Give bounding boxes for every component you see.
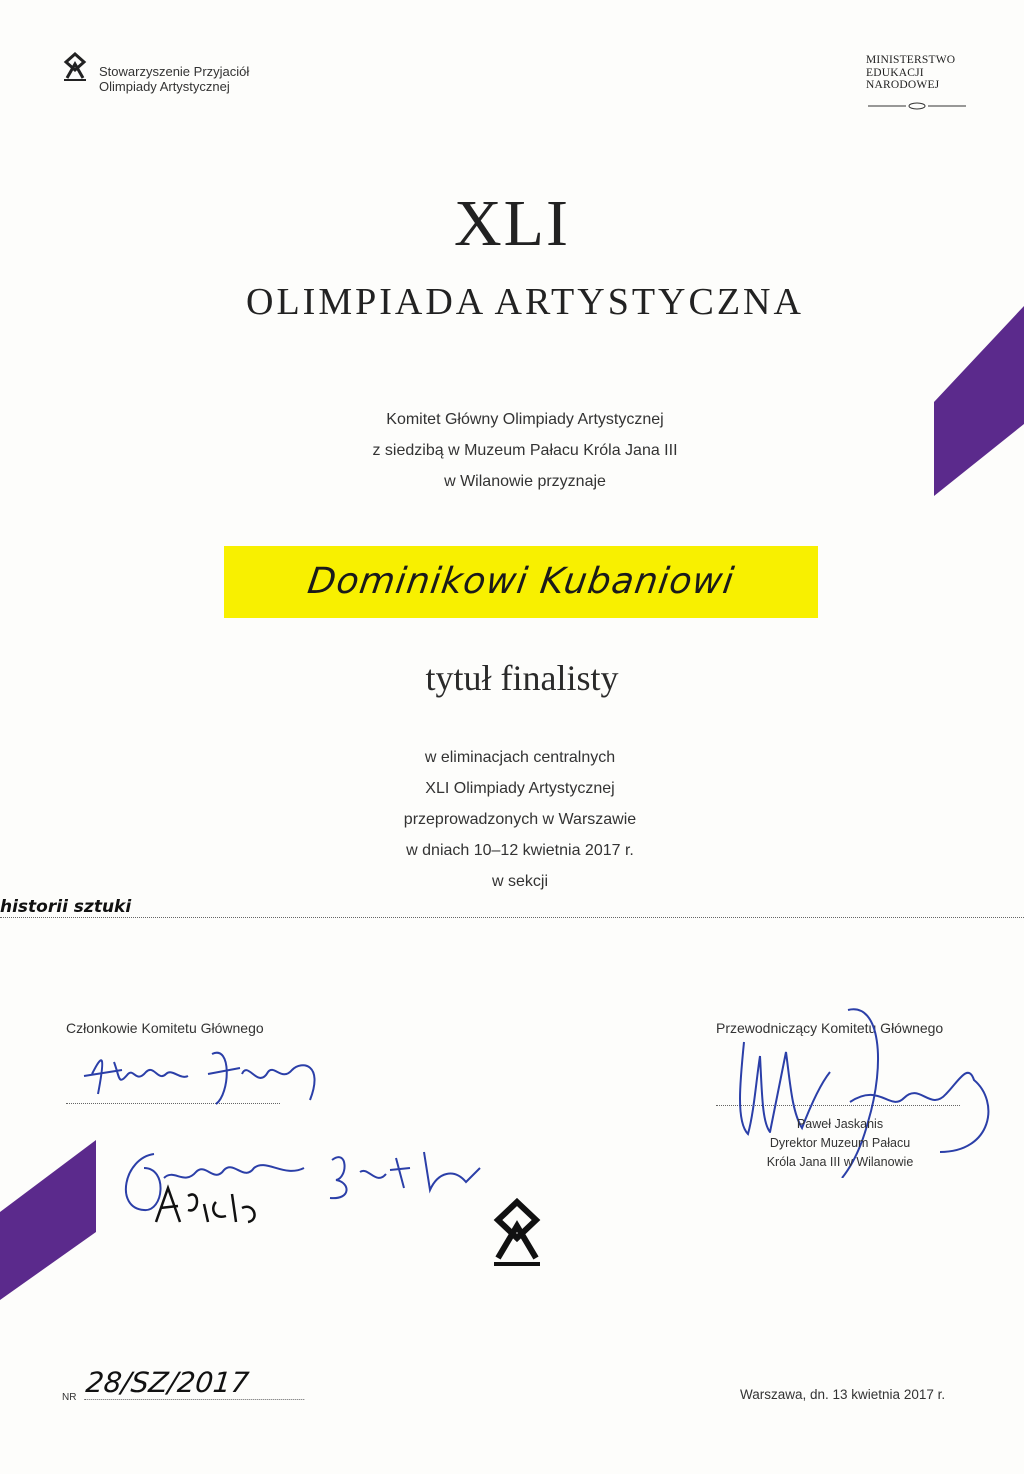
detail-line: w dniach 10–12 kwietnia 2017 r. — [406, 842, 634, 859]
committee-line: z siedzibą w Muzeum Pałacu Króla Jana III — [372, 442, 678, 459]
section-line — [0, 866, 1024, 918]
section-value: historii sztuki — [0, 897, 1024, 918]
ministry-name — [866, 54, 970, 92]
members-label: Członkowie Komitetu Głównego — [66, 1020, 264, 1036]
committee-line: w Wilanowie przyznaje — [444, 473, 606, 490]
detail-line: XLI Olimpiady Artystycznej — [425, 780, 615, 797]
ministry-name-line: EDUKACJI — [866, 66, 924, 79]
number-value: 28/SZ/2017 — [84, 1366, 308, 1400]
detail-line: przeprowadzonych w Warszawie — [403, 811, 637, 828]
purple-ribbon-left — [0, 1140, 100, 1300]
member-signature-1 — [62, 1034, 332, 1110]
ministry-emblem-rule-icon — [868, 101, 966, 111]
number-label: NR — [62, 1392, 77, 1403]
organization-name-line: Olimpiady Artystycznej — [99, 79, 230, 94]
award-details — [0, 742, 1024, 918]
chairman-label: Przewodniczący Komitetu Głównego — [716, 1020, 944, 1036]
section-prefix: w sekcji — [491, 873, 548, 890]
chairman-info — [740, 1115, 940, 1172]
chairman-info-line: Paweł Jaskanis — [796, 1117, 884, 1131]
olympiad-logo-icon — [490, 1198, 544, 1268]
ministry-name-line: NARODOWEJ — [866, 79, 940, 91]
committee-line: Komitet Główny Olimpiady Artystycznej — [386, 411, 664, 428]
member-signature-2 — [104, 1138, 494, 1228]
place-and-date: Warszawa, dn. 13 kwietnia 2017 r. — [740, 1387, 946, 1402]
organization-logo-icon — [62, 52, 88, 82]
chairman-info-line: Dyrektor Muzeum Pałacu — [769, 1136, 911, 1150]
chairman-info-line: Króla Jana III w Wilanowie — [766, 1155, 914, 1169]
olympiad-edition: XLI — [454, 187, 570, 260]
recipient-name: Dominikowi Kubaniowi — [305, 561, 737, 602]
ministry-name-line: MINISTERSTWO — [866, 54, 956, 66]
award-title: tytuł finalisty — [425, 658, 619, 698]
committee-statement — [0, 404, 1024, 497]
organization-name-line: Stowarzyszenie Przyjaciół — [99, 64, 250, 79]
detail-line: w eliminacjach centralnych — [424, 749, 616, 766]
olympiad-title: OLIMPIADA ARTYSTYCZNA — [246, 281, 804, 323]
recipient-highlight — [224, 546, 818, 618]
organization-name — [99, 64, 249, 94]
